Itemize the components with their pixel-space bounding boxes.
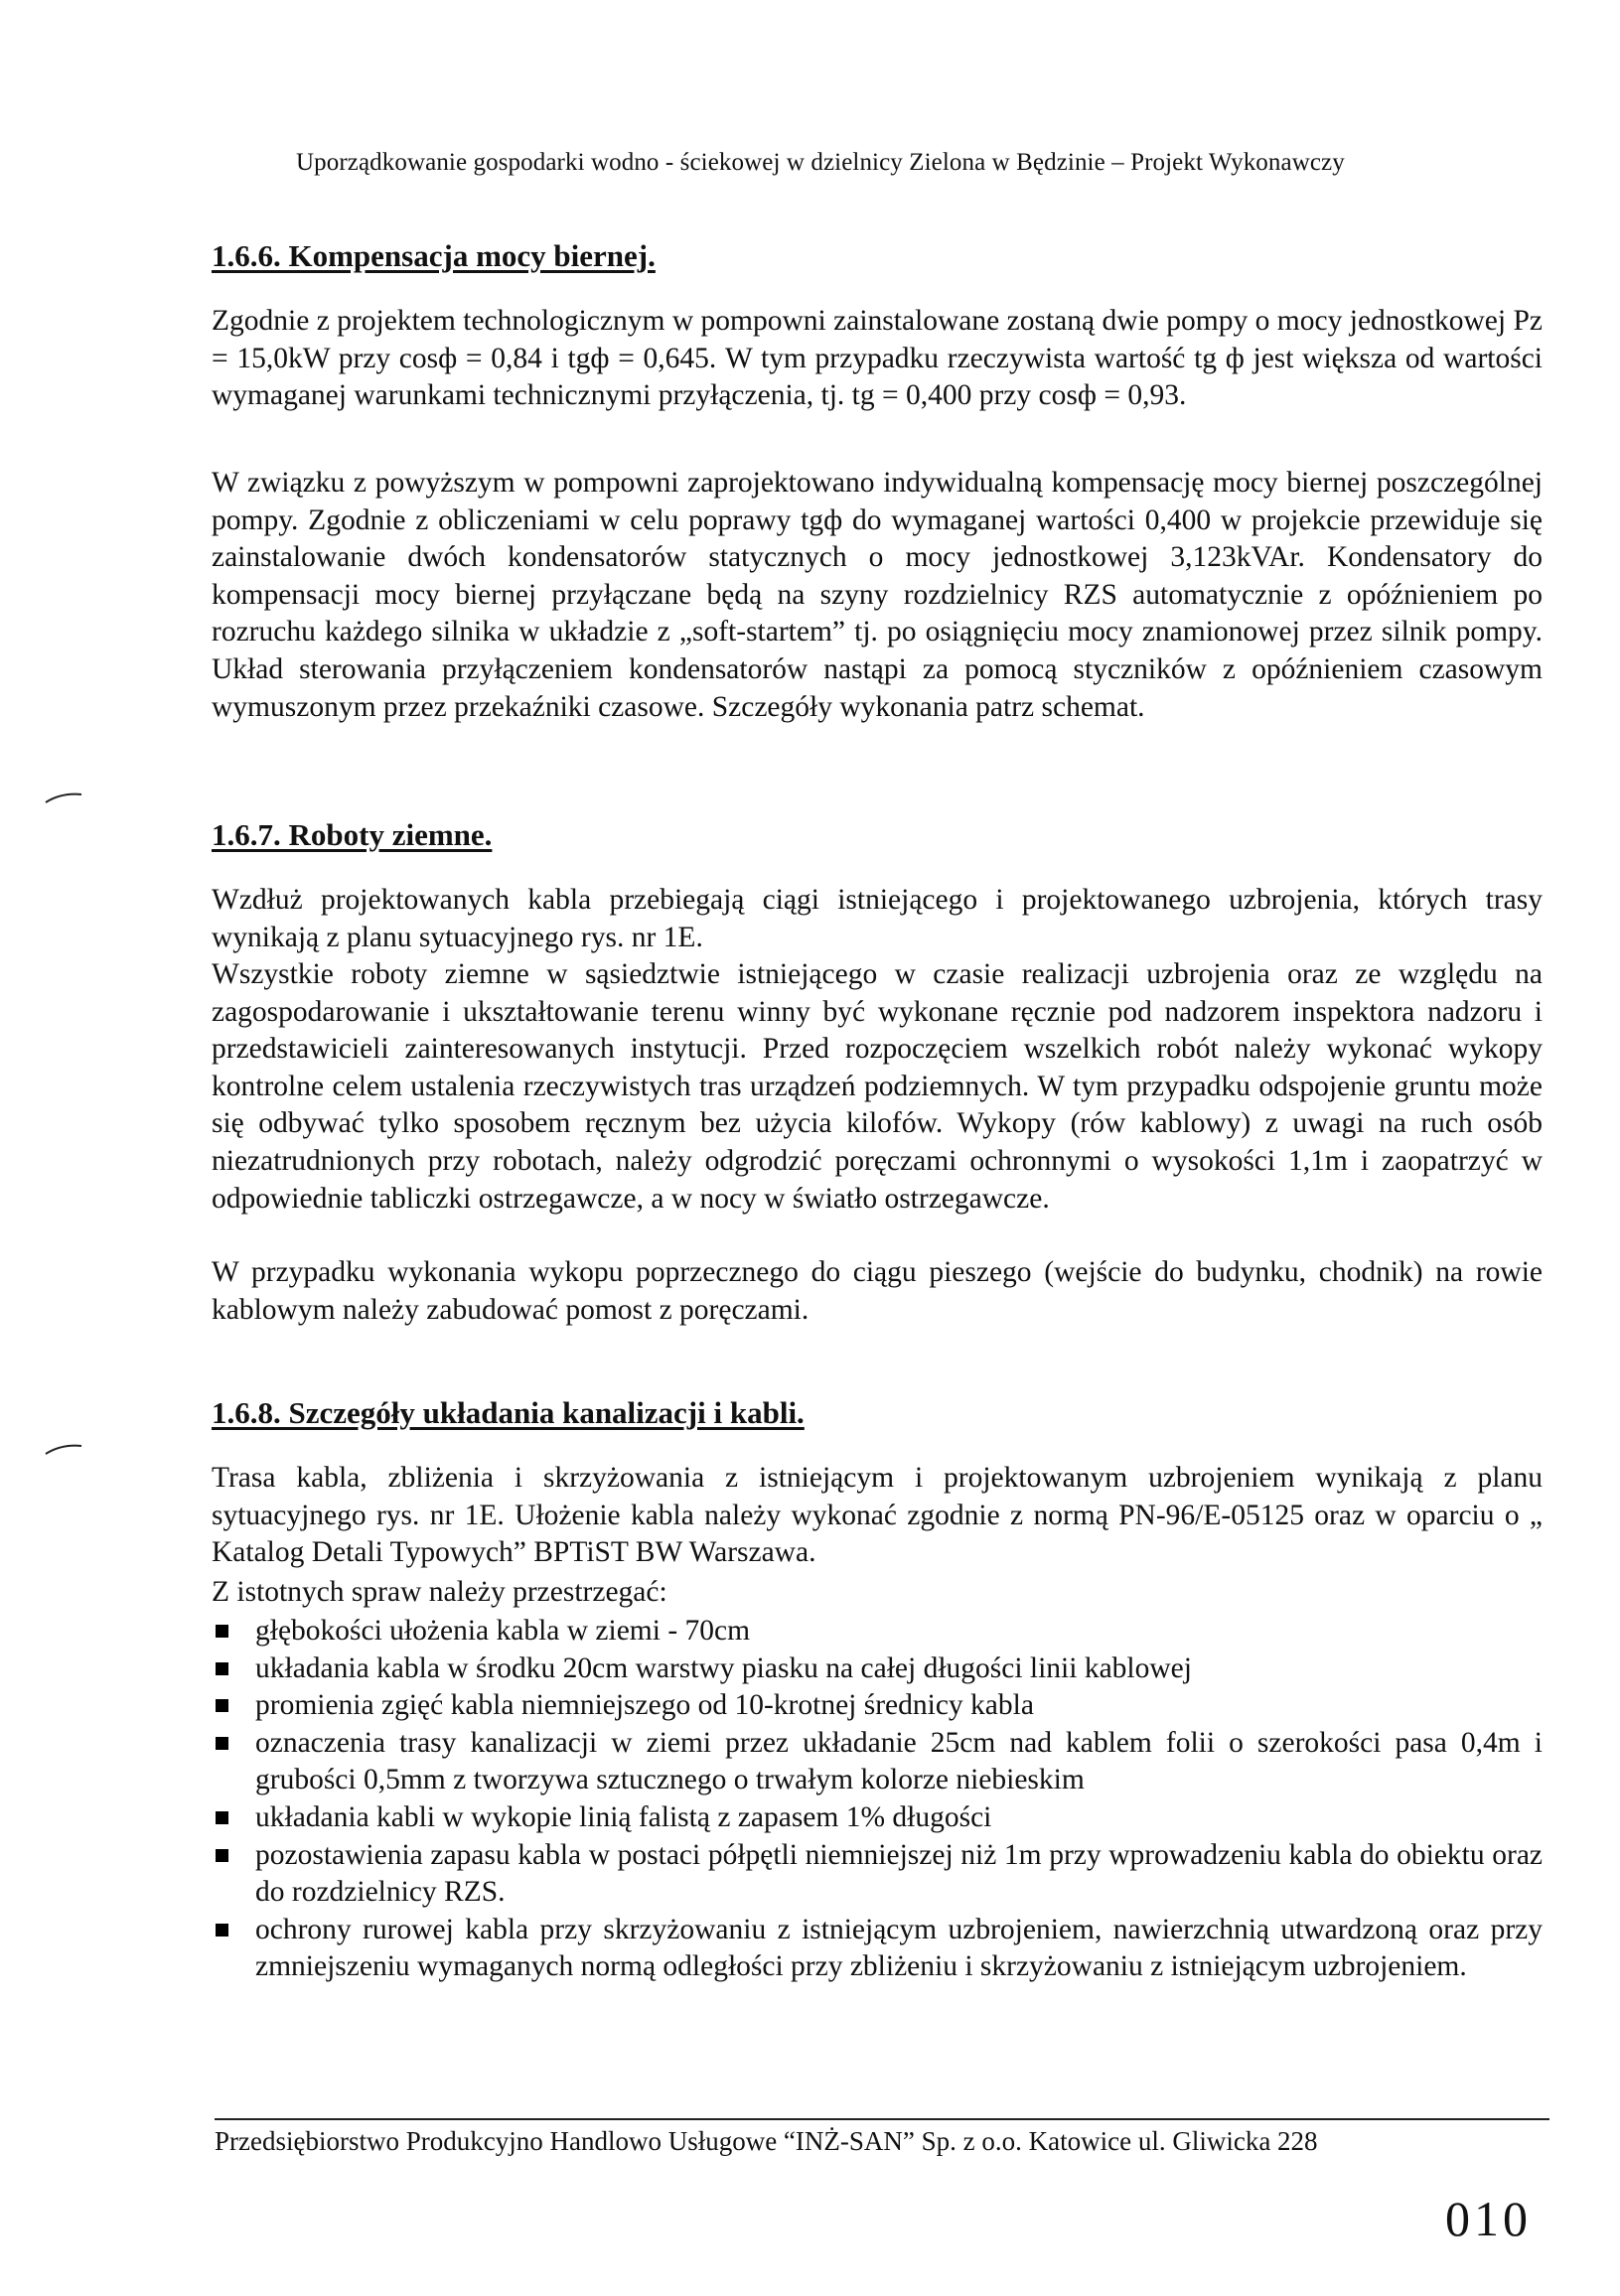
list-item: pozostawienia zapasu kabla w postaci półpętli niemniejszej niż 1m przy wprowadzeniu kabla do obiektu oraz do rozdzielnicy RZS.	[212, 1837, 1543, 1912]
bullet-square-icon	[216, 1625, 228, 1638]
list-item: ochrony rurowej kabla przy skrzyżowaniu z istniejącym uzbrojeniem, nawierzchnią utwardzoną oraz przy zmniejszeniu wymaganych normą odległości przy zbliżeniu i skrzyżowaniu z istniejącym uzbrojeniem.	[212, 1912, 1543, 1986]
paragraph: W przypadku wykonania wykopu poprzecznego do ciągu pieszego (wejście do budynku, chodnik) na rowie kablowym należy zabudować pomost z poręczami.	[212, 1256, 1543, 1326]
paragraph: Z istotnych spraw należy przestrzegać:	[212, 1576, 667, 1608]
section-heading-1-6-7: 1.6.7. Roboty ziemne.	[212, 817, 493, 852]
list-item: głębokości ułożenia kabla w ziemi - 70cm	[212, 1613, 1543, 1650]
bullet-square-icon	[216, 1737, 228, 1750]
requirements-list	[212, 1613, 1543, 1986]
section-heading-1-6-6: 1.6.6. Kompensacja mocy biernej.	[212, 238, 656, 273]
pen-mark-icon	[44, 1442, 83, 1456]
page-header: Uporządkowanie gospodarki wodno - ściekowej w dzielnicy Zielona w Będzinie – Projekt Wykonawczy	[296, 149, 1345, 176]
bullet-square-icon	[216, 1699, 228, 1712]
bullet-square-icon	[216, 1662, 228, 1675]
bullet-square-icon	[216, 1811, 228, 1824]
paragraph: Wszystkie roboty ziemne w sąsiedztwie istniejącego w czasie realizacji uzbrojenia oraz ze względu na zagospodarowanie i ukształtowanie terenu winny być wykonane ręcznie pod nadzorem inspektora nadzoru i przedstawicieli zainteresowanych instytucji. Przed rozpoczęciem wszelkich robót należy wykonać wykopy kontrolne celem ustalenia rzeczywistych tras urządzeń podziemnych. W tym przypadku odspojenie gruntu może się odbywać tylko sposobem ręcznym bez użycia kilofów. Wykopy (rów kablowy) z uwagi na ruch osób niezatrudnionych przy robotach, należy odgrodzić poręczami ochronnymi o wysokości 1,1m i zaopatrzyć w odpowiednie tabliczki ostrzegawcze, a w nocy w światło ostrzegawcze.	[212, 958, 1543, 1215]
paragraph: Zgodnie z projektem technologicznym w pompowni zainstalowane zostaną dwie pompy o mocy jednostkowej Pz = 15,0kW przy cosф = 0,84 i tgф = 0,645. W tym przypadku rzeczywista wartość tg ф jest większa od wartości wymaganej warunkami technicznymi przyłączenia, tj. tg = 0,400 przy cosф = 0,93.	[212, 305, 1543, 412]
section-heading-1-6-8: 1.6.8. Szczegóły układania kanalizacji i kabli.	[212, 1395, 805, 1430]
paragraph: W związku z powyższym w pompowni zaprojektowano indywidualną kompensację mocy biernej poszczególnej pompy. Zgodnie z obliczeniami w celu poprawy tgф do wymaganej wartości 0,400 w projekcie przewiduje się zainstalowanie dwóch kondensatorów statycznych o mocy jednostkowej 3,123kVAr. Kondensatory do kompensacji mocy biernej przyłączane będą na szyny rozdzielnicy RZS automatycznie z opóźnieniem po rozruchu każdego silnika w układzie z „soft-startem” tj. po osiągnięciu mocy znamionowej przez silnik pompy. Układ sterowania przyłączeniem kondensatorów nastąpi za pomocą styczników z opóźnieniem czasowym wymuszonym przez przekaźniki czasowe. Szczegóły wykonania patrz schemat.	[212, 467, 1543, 723]
page-footer: Przedsiębiorstwo Produkcyjno Handlowo Usługowe “INŻ-SAN” Sp. z o.o. Katowice ul. Gliwicka 228	[215, 2126, 1318, 2156]
paragraph: Trasa kabla, zbliżenia i skrzyżowania z istniejącym i projektowanym uzbrojeniem wynikają z planu sytuacyjnego rys. nr 1E. Ułożenie kabla należy wykonać zgodnie z normą PN-96/E-05125 oraz w oparciu o „ Katalog Detali Typowych” BPTiST BW Warszawa.	[212, 1462, 1543, 1569]
list-item: układania kabli w wykopie linią falistą z zapasem 1% długości	[212, 1799, 1543, 1837]
pen-mark-icon	[44, 790, 83, 804]
footer-divider	[215, 2118, 1549, 2120]
list-item: oznaczenia trasy kanalizacji w ziemi przez układanie 25cm nad kablem folii o szerokości pasa 0,4m i grubości 0,5mm z tworzywa sztucznego o trwałym kolorze niebieskim	[212, 1725, 1543, 1799]
paragraph: Wzdłuż projektowanych kabla przebiegają ciągi istniejącego i projektowanego uzbrojenia, których trasy wynikają z planu sytuacyjnego rys. nr 1E.	[212, 884, 1543, 953]
page-number: 010	[1445, 2191, 1532, 2246]
list-item: promienia zgięć kabla niemniejszego od 10-krotnej średnicy kabla	[212, 1687, 1543, 1725]
bullet-square-icon	[216, 1849, 228, 1862]
bullet-square-icon	[216, 1924, 228, 1937]
list-item: układania kabla w środku 20cm warstwy piasku na całej długości linii kablowej	[212, 1650, 1543, 1688]
